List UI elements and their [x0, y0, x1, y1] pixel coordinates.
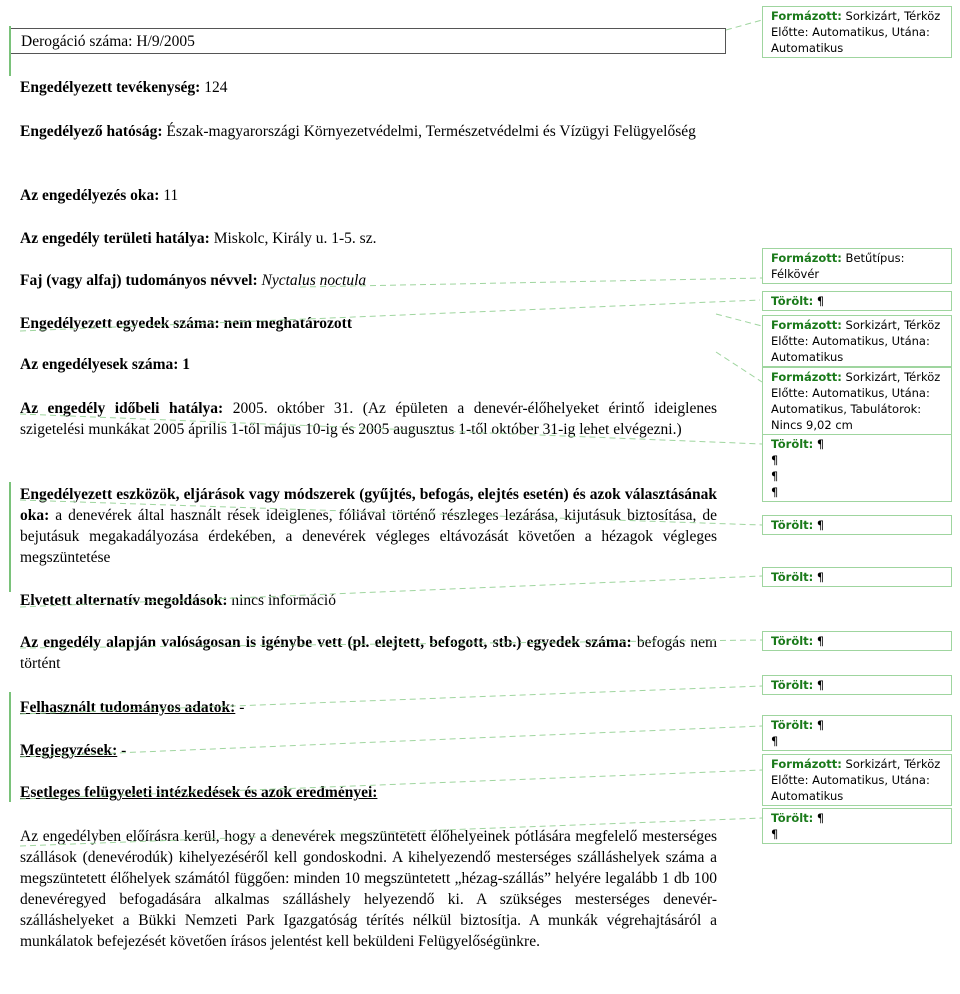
change-bar: [9, 482, 11, 592]
field-remarks: Megjegyzések: -: [20, 742, 127, 759]
comment-margin: [762, 0, 960, 994]
change-bar: [9, 692, 11, 802]
field-activity: Engedélyezett tevékenység: 124: [20, 79, 228, 96]
comment-balloon[interactable]: Törölt: ¶: [762, 567, 952, 587]
comment-balloon[interactable]: Formázott: Sorkizárt, Térköz Előtte: Automatikus, Utána: Automatikus: [762, 754, 952, 806]
field-territory: Az engedély területi hatálya: Miskolc, Király u. 1-5. sz.: [20, 230, 377, 247]
field-authority: Engedélyező hatóság: Észak-magyarországi Környezetvédelmi, Természetvédelmi és Vízügyi Felügyelőség: [20, 123, 696, 140]
field-scientific-data: Felhasznált tudományos adatok: -: [20, 699, 245, 716]
comment-balloon[interactable]: Törölt: ¶: [762, 291, 952, 311]
derogation-value: H/9/2005: [136, 33, 195, 50]
field-actual-use: Az engedély alapján valóságosan is igénybe vett (pl. elejtett, befogott, stb.) egyedek száma: befogás nem történt: [20, 634, 718, 672]
field-licensee-count: Az engedélyesek száma: 1: [20, 356, 191, 373]
comment-balloon[interactable]: Formázott: Sorkizárt, Térköz Előtte: Automatikus, Utána: Automatikus: [762, 315, 952, 367]
field-methods: Engedélyezett eszközök, eljárások vagy módszerek (gyűjtés, befogás, elejtés esetén) és azok választásának oka: a denevérek által használt rések ideiglenes, fóliával történő részleges lezárása, kijutásuk biztosítása, de bejutásuk megakadályozása érdekében, a denevérek végleges eltávozását követően a hézagok végleges megszüntetése: [20, 486, 717, 566]
comment-balloon[interactable]: Formázott: Sorkizárt, Térköz Előtte: Automatikus, Utána: Automatikus: [762, 6, 952, 58]
comment-balloon[interactable]: Törölt: ¶ ¶: [762, 808, 952, 844]
derogation-label: Derogáció száma: [21, 33, 129, 50]
comment-balloon[interactable]: Formázott: Sorkizárt, Térköz Előtte: Automatikus, Utána: Automatikus, Tabulátorok: Nincs 9,02 cm: [762, 367, 952, 435]
comment-balloon[interactable]: Törölt: ¶: [762, 631, 952, 651]
field-validity: Az engedély időbeli hatálya: 2005. október 31. (Az épületen a denevér-élőhelyeket érintő ideiglenes szigetelési munkákat 2005 április 1-től május 10-ig és 2005 augusztus 1-től október 31-ig lehet elvégezni.): [20, 400, 717, 438]
comment-balloon[interactable]: Törölt: ¶ ¶: [762, 715, 952, 751]
comment-balloon[interactable]: Törölt: ¶: [762, 515, 952, 535]
change-bar: [9, 26, 11, 76]
field-reason: Az engedélyezés oka: 11: [20, 187, 179, 204]
field-alternatives: Elvetett alternatív megoldások: nincs információ: [20, 592, 336, 609]
comment-balloon[interactable]: Formázott: Betűtípus: Félkövér: [762, 248, 952, 284]
derogation-number-box[interactable]: Derogáció száma: H/9/2005: [10, 28, 726, 54]
field-supervision: Esetleges felügyeleti intézkedések és azok eredményei:: [20, 784, 378, 801]
field-specimen-count: Engedélyezett egyedek száma: nem meghatározott: [20, 315, 353, 332]
field-species: Faj (vagy alfaj) tudományos névvel: Nyctalus noctula: [20, 272, 367, 289]
final-paragraph: Az engedélyben előírásra kerül, hogy a denevérek megszüntetett élőhelyeinek pótlására megfelelő mesterséges szállások (denevérodúk) kihelyezéséről kell gondoskodni. A kihelyezendő mesterséges szálláshelyek száma a megszüntetett élőhelyek számától függően: minden 10 megszüntetett „hézag-szállás” helyére legalább 1 db 100 denevéregyed befogadására alkalmas szálláshely helyezendő ki. A szükséges mesterséges denevér-szálláshelyeket a Bükki Nemzeti Park Igazgatóság térítés nélkül biztosítja. A munkák végrehajtásáról a munkálatok befejezését követően írásos jelentést kell beküldeni Felügyelőségünkre.: [20, 828, 717, 950]
comment-balloon[interactable]: Törölt: ¶: [762, 675, 952, 695]
comment-balloon[interactable]: Törölt: ¶ ¶ ¶ ¶: [762, 434, 952, 502]
